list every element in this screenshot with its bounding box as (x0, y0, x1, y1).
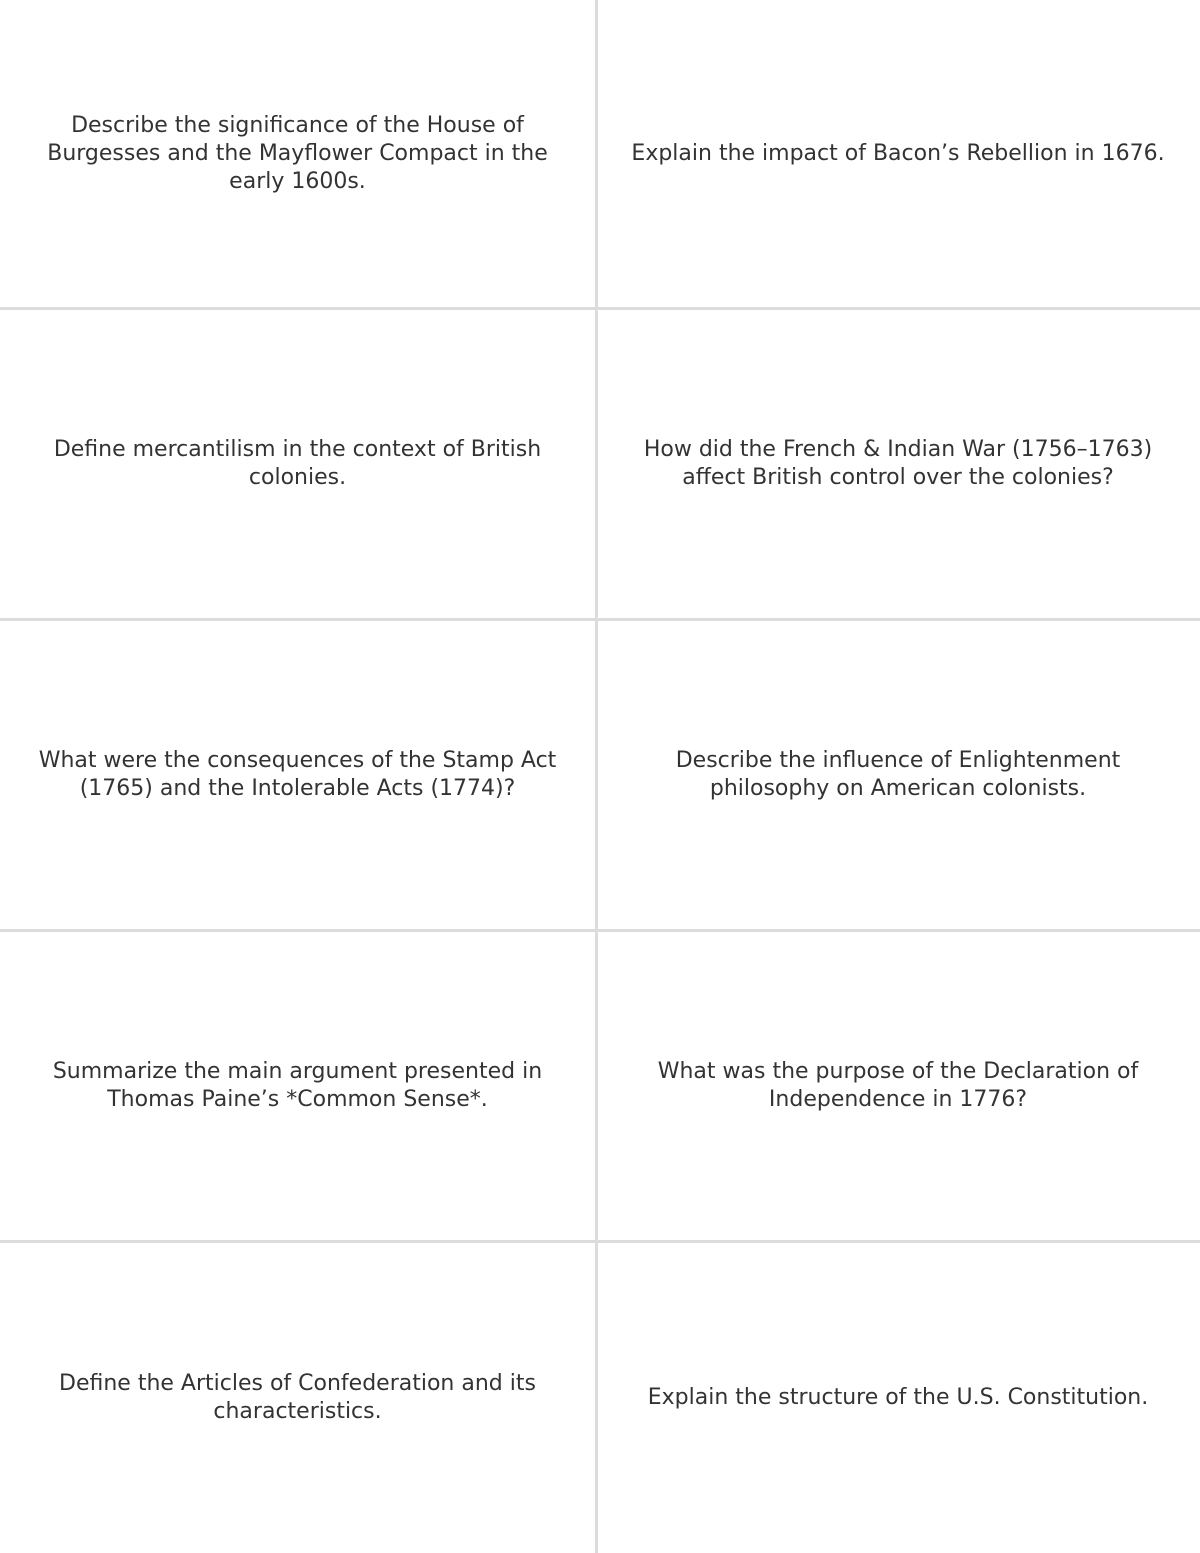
flashcard-3 (0, 310, 598, 621)
flashcard-4 (598, 310, 1200, 621)
flashcard-8 (598, 932, 1200, 1243)
flashcard-question: Summarize the main argument presented in Thomas Paine’s *Common Sense*. (52, 1059, 543, 1112)
flashcard-question: Describe the influence of Enlightenment philosophy on American colonists. (675, 748, 1121, 801)
flashcard-6 (598, 621, 1200, 932)
flashcard-question: Explain the impact of Bacon’s Rebellion in 1676. (631, 140, 1165, 166)
flashcard-question: Define mercantilism in the context of British colonies. (53, 437, 542, 490)
flashcard-10 (598, 1243, 1200, 1553)
flashcard-question: What was the purpose of the Declaration of Independence in 1776? (657, 1059, 1139, 1112)
flashcard-1 (0, 0, 598, 310)
flashcard-7 (0, 932, 598, 1243)
flashcard-question: How did the French & Indian War (1756–1763) affect British control over the colonies? (643, 437, 1153, 490)
flashcard-9 (0, 1243, 598, 1553)
flashcard-2 (598, 0, 1200, 310)
flashcard-5 (0, 621, 598, 932)
flashcard-question: Explain the structure of the U.S. Constitution. (647, 1385, 1149, 1410)
flashcard-question: What were the consequences of the Stamp Act (1765) and the Intolerable Acts (1774)? (38, 748, 557, 801)
flashcard-question: Define the Articles of Confederation and its characteristics. (59, 1371, 536, 1424)
flashcard-question: Describe the significance of the House of Burgesses and the Mayflower Compact in the early 1600s. (47, 112, 548, 194)
